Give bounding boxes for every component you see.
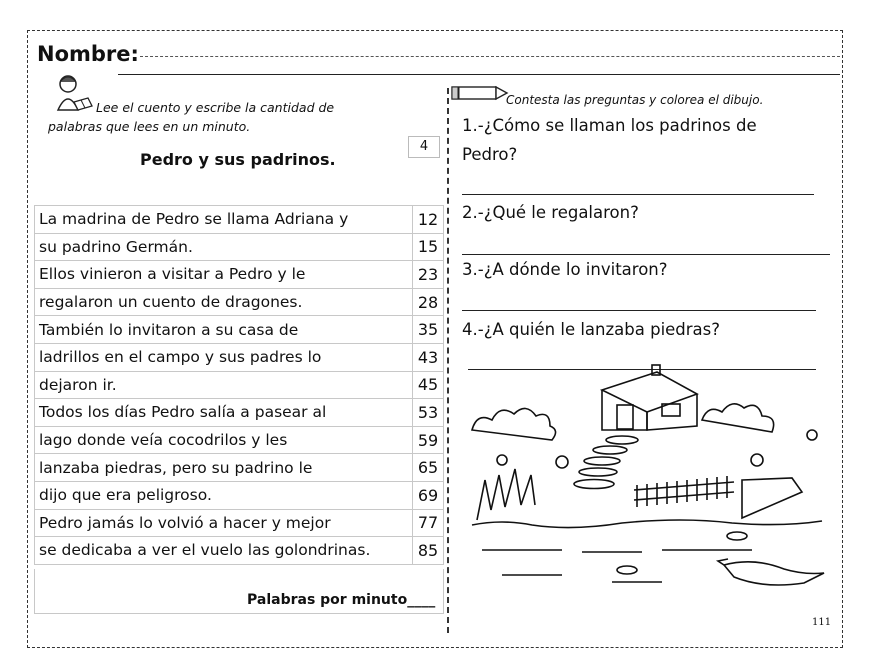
page-number: 111 xyxy=(812,617,832,628)
word-count: 12 xyxy=(413,206,444,234)
word-count: 28 xyxy=(413,288,444,316)
pencil-icon xyxy=(451,84,509,102)
story-text: dejaron ir. xyxy=(35,371,413,399)
word-count: 53 xyxy=(413,399,444,427)
story-text: Ellos vinieron a visitar a Pedro y le xyxy=(35,261,413,289)
words-per-minute-label: Palabras por minuto____ xyxy=(247,592,436,608)
question-4: 4.-¿A quién le lanzaba piedras? xyxy=(462,320,721,339)
story-row xyxy=(35,454,444,482)
question-2: 2.-¿Qué le regalaron? xyxy=(462,203,639,222)
story-row xyxy=(35,288,444,316)
story-row xyxy=(35,206,444,234)
word-count: 85 xyxy=(413,537,444,565)
word-count: 59 xyxy=(413,426,444,454)
story-text: se dedicaba a ver el vuelo las golondrinas. xyxy=(35,537,413,565)
word-count: 65 xyxy=(413,454,444,482)
story-text: su padrino Germán. xyxy=(35,233,413,261)
right-instruction: Contesta las preguntas y colorea el dibujo. xyxy=(506,93,764,107)
question-3: 3.-¿A dónde lo invitaron? xyxy=(462,260,668,279)
story-row xyxy=(35,399,444,427)
story-text: ladrillos en el campo y sus padres lo xyxy=(35,343,413,371)
name-line[interactable] xyxy=(118,74,840,75)
word-count: 15 xyxy=(413,233,444,261)
story-text: lanzaba piedras, pero su padrino le xyxy=(35,454,413,482)
story-text: Todos los días Pedro salía a pasear al xyxy=(35,399,413,427)
story-text: regalaron un cuento de dragones. xyxy=(35,288,413,316)
story-text: Pedro jamás lo volvió a hacer y mejor xyxy=(35,509,413,537)
story-text: dijo que era peligroso. xyxy=(35,481,413,509)
answer-line-2[interactable] xyxy=(462,254,830,255)
story-row xyxy=(35,233,444,261)
name-line-dashed xyxy=(140,56,840,57)
story-row xyxy=(35,509,444,537)
reading-child-icon xyxy=(46,72,96,116)
story-row xyxy=(35,261,444,289)
answer-line-3[interactable] xyxy=(462,310,816,311)
story-text: lago donde veía cocodrilos y les xyxy=(35,426,413,454)
word-count: 69 xyxy=(413,481,444,509)
question-1-line1: 1.-¿Cómo se llaman los padrinos de xyxy=(462,116,757,135)
coloring-drawing[interactable] xyxy=(462,360,832,615)
left-instruction-line2: palabras que lees en un minuto. xyxy=(48,119,251,134)
story-text: También lo invitaron a su casa de xyxy=(35,316,413,344)
left-instruction-line1: Lee el cuento y escribe la cantidad de xyxy=(96,100,335,115)
story-row xyxy=(35,371,444,399)
word-count: 45 xyxy=(413,371,444,399)
answer-line-1[interactable] xyxy=(462,194,814,195)
question-1-line2: Pedro? xyxy=(462,145,518,164)
story-row xyxy=(35,343,444,371)
story-row xyxy=(35,316,444,344)
story-row xyxy=(35,481,444,509)
title-word-count: 4 xyxy=(408,136,440,158)
story-row xyxy=(35,537,444,565)
name-label: Nombre: xyxy=(37,42,139,66)
column-divider xyxy=(447,88,449,633)
story-row xyxy=(35,426,444,454)
word-count: 77 xyxy=(413,509,444,537)
word-count: 43 xyxy=(413,343,444,371)
word-count: 23 xyxy=(413,261,444,289)
story-table xyxy=(34,205,444,565)
story-title: Pedro y sus padrinos. xyxy=(140,150,336,169)
story-text: La madrina de Pedro se llama Adriana y xyxy=(35,206,413,234)
word-count: 35 xyxy=(413,316,444,344)
